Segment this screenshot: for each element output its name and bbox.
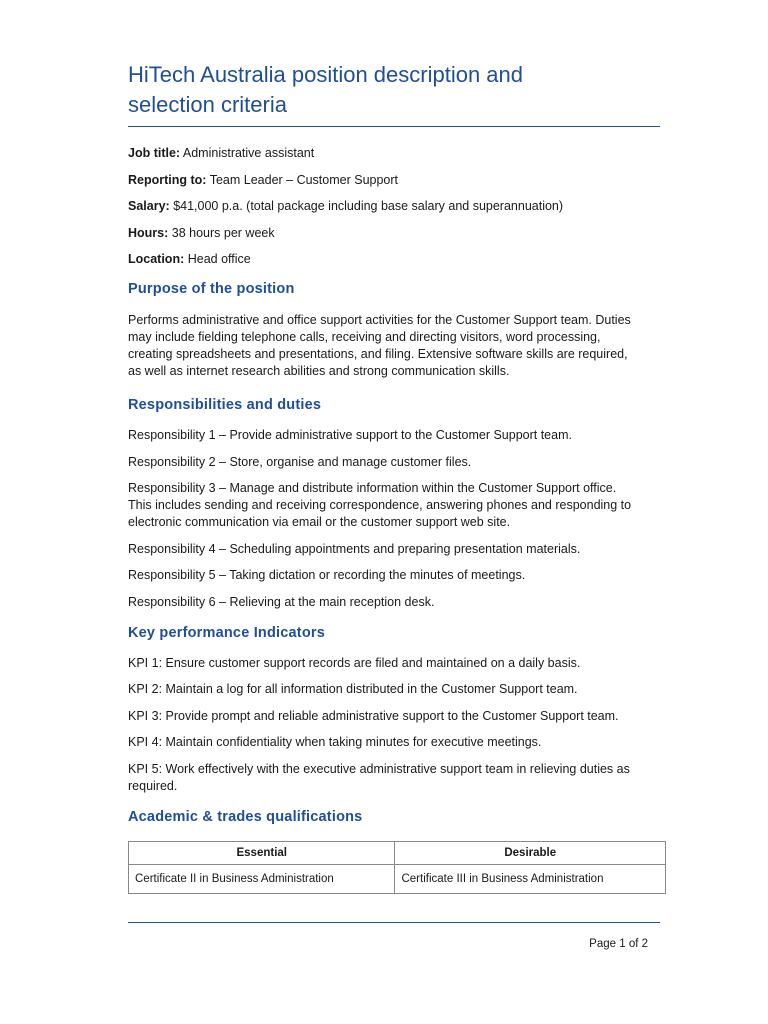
field-value: 38 hours per week (171, 225, 275, 240)
salary-row (128, 198, 660, 214)
text-line: This includes sending and receiving correspondence, answering phones and responding to (128, 498, 632, 512)
list-item (128, 734, 660, 751)
list-item (128, 655, 660, 672)
text-line: KPI 5: Work effectively with the executive administrative support team in relieving duties as (128, 761, 630, 776)
job-title-row (128, 145, 660, 161)
text-line: required. (128, 778, 178, 793)
text-line: KPI 4: Maintain confidentiality when taking minutes for executive meetings. (128, 735, 542, 749)
text-line: electronic communication via email or the customer support web site. (128, 515, 511, 529)
field-value: Team Leader – Customer Support (209, 172, 399, 187)
qualifications-heading: Academic & trades qualifications (128, 808, 363, 825)
field-label: Salary: (128, 199, 170, 213)
list-item (128, 761, 660, 795)
table-header-row (129, 841, 666, 864)
responsibilities-heading: Responsibilities and duties (128, 397, 322, 413)
field-value: $41,000 p.a. (total package including base salary and superannuation) (173, 199, 564, 213)
responsibilities-list (128, 427, 660, 611)
document-page (128, 60, 660, 894)
kpi-list (128, 655, 660, 795)
column-header-essential: Essential (129, 841, 395, 864)
purpose-heading: Purpose of the position (128, 281, 295, 297)
field-value: Head office (187, 252, 251, 266)
qualifications-table (128, 841, 666, 894)
reporting-to-row (128, 172, 660, 188)
field-value: Administrative assistant (182, 146, 315, 160)
field-label: Job title: (128, 146, 181, 160)
footer-divider (128, 922, 660, 923)
text-line: Responsibility 6 – Relieving at the main reception desk. (128, 594, 435, 609)
text-line: may include fielding telephone calls, receiving and directing visitors, word processing, (128, 330, 601, 344)
title-line-1: HiTech Australia position description and (128, 62, 524, 87)
table-cell: Certificate II in Business Administration (129, 864, 395, 893)
list-item (128, 708, 660, 725)
kpi-heading: Key performance Indicators (128, 624, 325, 641)
list-item (128, 567, 660, 584)
location-row (128, 251, 660, 267)
field-label: Hours: (128, 225, 169, 240)
text-line: KPI 1: Ensure customer support records are filed and maintained on a daily basis. (128, 655, 581, 670)
list-item (128, 480, 660, 531)
text-line: Responsibility 5 – Taking dictation or recording the minutes of meetings. (128, 568, 526, 582)
page-number: Page 1 of 2 (589, 938, 648, 950)
text-line: KPI 2: Maintain a log for all information distributed in the Customer Support team. (128, 682, 578, 696)
column-header-desirable: Desirable (395, 841, 666, 864)
field-label: Reporting to: (128, 172, 207, 187)
text-line: Performs administrative and office support activities for the Customer Support team. Duties (128, 313, 631, 327)
text-line: Responsibility 3 – Manage and distribute information within the Customer Support office. (128, 481, 617, 495)
text-line: Responsibility 2 – Store, organise and manage customer files. (128, 454, 472, 469)
text-line: Responsibility 1 – Provide administrative support to the Customer Support team. (128, 428, 572, 442)
text-line: creating spreadsheets and presentations, and filing. Extensive software skills are required, (128, 347, 628, 361)
list-item (128, 427, 660, 444)
list-item (128, 594, 660, 611)
text-line: Responsibility 4 – Scheduling appointments and preparing presentation materials. (128, 541, 581, 556)
list-item (128, 454, 660, 471)
document-title (128, 60, 660, 127)
table-row (129, 864, 666, 893)
table-cell: Certificate III in Business Administration (395, 864, 666, 893)
title-line-2: selection criteria (128, 92, 287, 117)
job-details (128, 145, 660, 267)
field-label: Location: (128, 252, 185, 266)
list-item (128, 541, 660, 558)
hours-row (128, 225, 660, 241)
purpose-paragraph (128, 312, 660, 380)
text-line: as well as internet research abilities and strong communication skills. (128, 364, 510, 378)
list-item (128, 681, 660, 698)
text-line: KPI 3: Provide prompt and reliable administrative support to the Customer Support team. (128, 708, 619, 723)
